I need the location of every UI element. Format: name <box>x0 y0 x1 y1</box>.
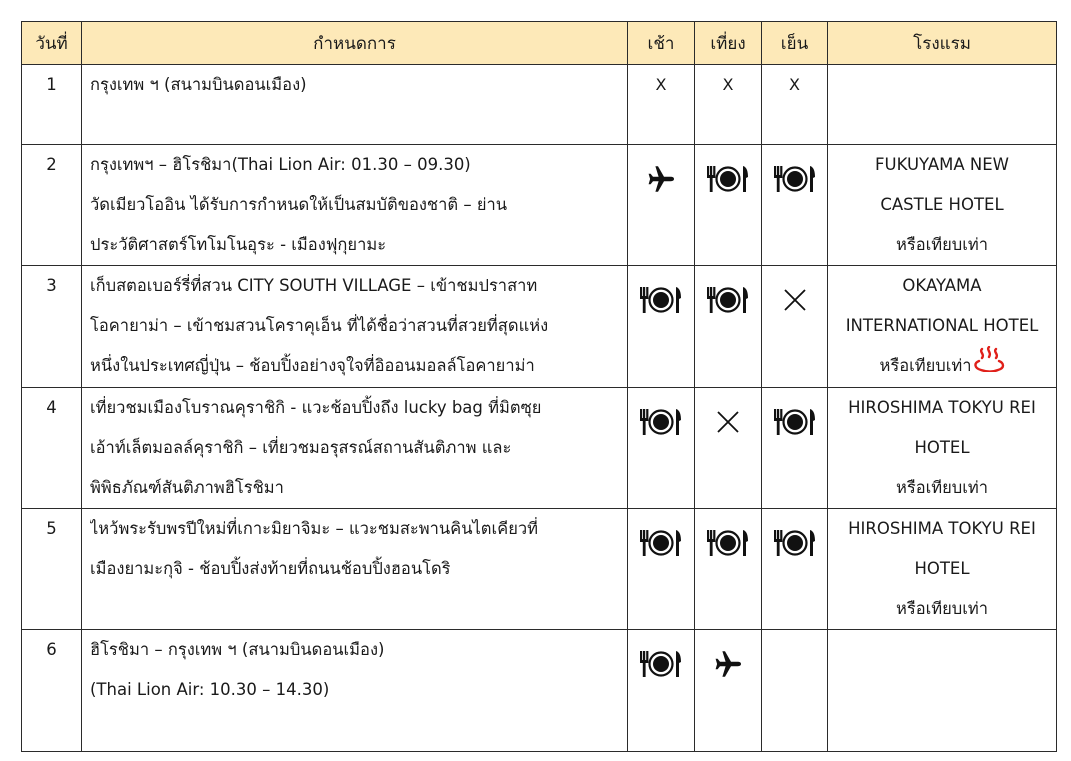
dinner-cell <box>762 388 828 509</box>
hotel-line <box>828 428 1056 468</box>
program-line: กรุงเทพ ฯ (สนามบินดอนเมือง) <box>90 75 307 94</box>
airplane-icon <box>695 644 761 684</box>
program-line: พิพิธภัณฑ์สันติภาพฮิโรชิมา <box>90 478 284 497</box>
hotel-line <box>828 346 1056 387</box>
lunch-cell <box>695 630 762 752</box>
program-cell <box>82 509 628 630</box>
hotel-cell <box>828 509 1057 630</box>
table-row <box>22 630 1057 752</box>
meal-mark: X <box>722 75 734 94</box>
day-cell: 5 <box>22 509 82 630</box>
program-cell <box>82 65 628 145</box>
hotel-text: INTERNATIONAL HOTEL <box>845 316 1039 335</box>
breakfast-cell <box>628 145 695 266</box>
itinerary-table <box>21 21 1057 752</box>
hotel-text: หรือเทียบเท่า <box>895 235 989 254</box>
hotel-line <box>828 266 1056 306</box>
dinner-cell <box>762 145 828 266</box>
program-line: โอคายาม่า – เข้าชมสวนโคราคุเอ็น ที่ได้ชื่อว่าสวนที่สวยที่สุดแห่ง <box>90 316 549 335</box>
lunch-cell <box>695 388 762 509</box>
day-cell: 3 <box>22 266 82 388</box>
plate-cutlery-icon <box>695 159 761 199</box>
program-line: เมืองยามะกุจิ - ช้อบปิ้งส่งท้ายที่ถนนช้อบปิ้งฮอนโดริ <box>90 559 451 578</box>
header-lunch: เที่ยง <box>695 22 762 65</box>
plate-cutlery-icon <box>628 280 694 320</box>
onsen-icon <box>973 346 1005 387</box>
plate-cutlery-icon <box>695 523 761 563</box>
day-cell: 4 <box>22 388 82 509</box>
hotel-text: HOTEL <box>914 559 970 578</box>
hotel-line <box>828 185 1056 225</box>
table-row <box>22 509 1057 630</box>
header-hotel: โรงแรม <box>828 22 1057 65</box>
hotel-text: หรือเทียบเท่า <box>879 356 972 375</box>
program-cell <box>82 388 628 509</box>
hotel-line <box>828 306 1056 346</box>
hotel-line <box>828 468 1056 508</box>
plate-cutlery-icon <box>762 523 827 563</box>
plate-cutlery-icon <box>695 280 761 320</box>
program-line: กรุงเทพฯ – ฮิโรชิมา(Thai Lion Air: 01.30 – 09.30) <box>90 155 471 174</box>
program-line: เที่ยวชมเมืองโบราณคุราชิกิ - แวะช้อบปิ้งถึง lucky bag ที่มิตซุย <box>90 398 542 417</box>
hotel-text: HIROSHIMA TOKYU REI <box>848 398 1036 417</box>
hotel-cell <box>828 388 1057 509</box>
day-cell: 2 <box>22 145 82 266</box>
cross-icon <box>762 280 827 320</box>
header-row <box>22 22 1057 65</box>
hotel-line <box>828 549 1056 589</box>
hotel-line <box>828 225 1056 265</box>
hotel-line <box>828 388 1056 428</box>
breakfast-cell <box>628 388 695 509</box>
airplane-icon <box>628 159 694 199</box>
lunch-cell <box>695 65 762 145</box>
lunch-cell <box>695 145 762 266</box>
dinner-cell <box>762 630 828 752</box>
lunch-cell <box>695 266 762 388</box>
table-row <box>22 145 1057 266</box>
program-line: หนึ่งในประเทศญี่ปุ่น – ช้อบปิ้งอย่างจุใจที่อิออนมอลล์โอคายาม่า <box>90 356 535 375</box>
table-row <box>22 266 1057 388</box>
program-cell <box>82 145 628 266</box>
hotel-text: OKAYAMA <box>902 276 982 295</box>
program-cell <box>82 630 628 752</box>
meal-mark: X <box>655 75 667 94</box>
program-line: เก็บสตอเบอร์รี่ที่สวน CITY SOUTH VILLAGE – เข้าชมปราสาท <box>90 276 538 295</box>
table-row <box>22 65 1057 145</box>
hotel-cell <box>828 145 1057 266</box>
plate-cutlery-icon <box>628 523 694 563</box>
program-line: (Thai Lion Air: 10.30 – 14.30) <box>90 680 330 699</box>
header-breakfast: เช้า <box>628 22 695 65</box>
plate-cutlery-icon <box>628 644 694 684</box>
program-line: ไหว้พระรับพรปีใหม่ที่เกาะมิยาจิมะ – แวะชมสะพานคินไตเคียวที่ <box>90 519 538 538</box>
header-day: วันที่ <box>22 22 82 65</box>
hotel-cell <box>828 630 1057 752</box>
program-cell <box>82 266 628 388</box>
breakfast-cell <box>628 65 695 145</box>
breakfast-cell <box>628 509 695 630</box>
hotel-text: CASTLE HOTEL <box>880 195 1004 214</box>
dinner-cell <box>762 65 828 145</box>
itinerary-body <box>22 65 1057 752</box>
plate-cutlery-icon <box>762 159 827 199</box>
program-line: ฮิโรชิมา – กรุงเทพ ฯ (สนามบินดอนเมือง) <box>90 640 385 659</box>
hotel-text: FUKUYAMA NEW <box>875 155 1009 174</box>
hotel-cell <box>828 266 1057 388</box>
lunch-cell <box>695 509 762 630</box>
dinner-cell <box>762 266 828 388</box>
header-program: กำหนดการ <box>82 22 628 65</box>
breakfast-cell <box>628 630 695 752</box>
program-line: วัดเมียวโออิน ได้รับการกำหนดให้เป็นสมบัติของชาติ – ย่าน <box>90 195 508 214</box>
cross-icon <box>695 402 761 442</box>
day-cell: 6 <box>22 630 82 752</box>
meal-mark: X <box>789 75 800 94</box>
plate-cutlery-icon <box>628 402 694 442</box>
hotel-cell <box>828 65 1057 145</box>
plate-cutlery-icon <box>762 402 827 442</box>
program-line: ประวัติศาสตร์โทโมโนอุระ - เมืองฟุกุยามะ <box>90 235 387 254</box>
hotel-line <box>828 589 1056 629</box>
hotel-line <box>828 509 1056 549</box>
dinner-cell <box>762 509 828 630</box>
hotel-text: หรือเทียบเท่า <box>895 478 989 497</box>
table-row <box>22 388 1057 509</box>
hotel-text: HIROSHIMA TOKYU REI <box>848 519 1036 538</box>
hotel-text: HOTEL <box>914 438 970 457</box>
hotel-text: หรือเทียบเท่า <box>895 599 989 618</box>
breakfast-cell <box>628 266 695 388</box>
hotel-line <box>828 145 1056 185</box>
header-dinner: เย็น <box>762 22 828 65</box>
program-line: เอ้าท์เล็ตมอลล์คุราชิกิ – เที่ยวชมอรุสรณ์สถานสันติภาพ และ <box>90 438 512 457</box>
day-cell: 1 <box>22 65 82 145</box>
